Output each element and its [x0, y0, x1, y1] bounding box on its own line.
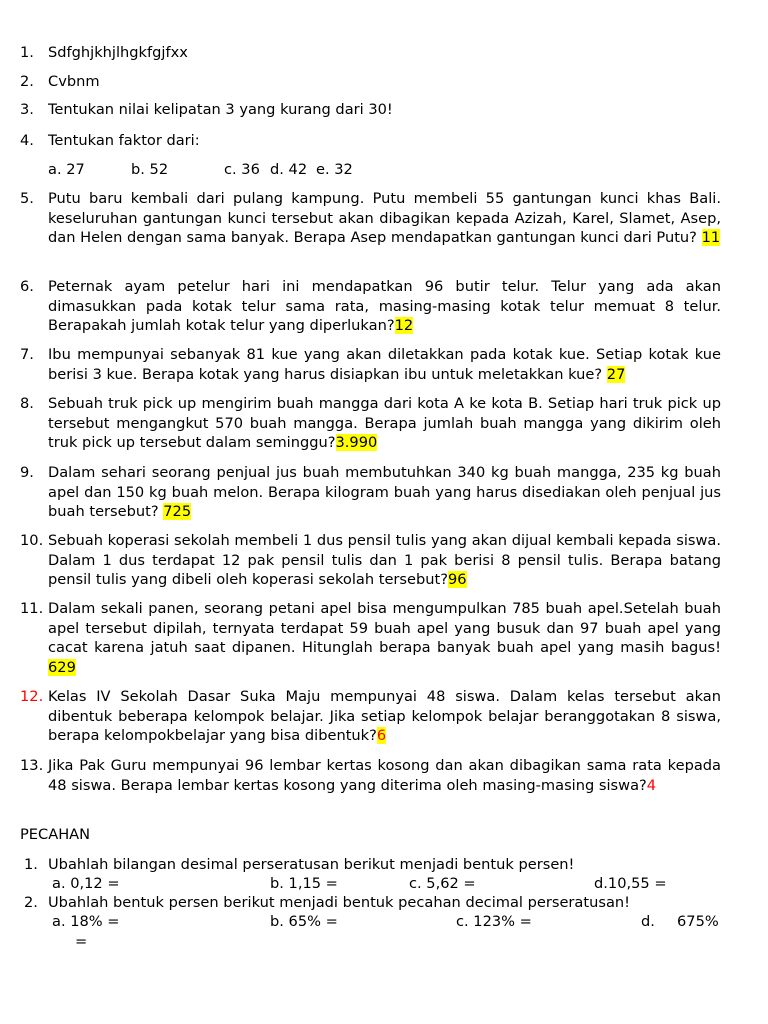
section-title: PECAHAN: [20, 826, 91, 843]
question-7: [20, 345, 721, 384]
question-number: 1.: [20, 44, 34, 61]
question-number: 10.: [20, 532, 44, 549]
question-number: 11.: [20, 600, 44, 617]
option-d: d. 42: [270, 161, 308, 178]
question-number: 5.: [20, 190, 34, 207]
question-8: [20, 394, 721, 453]
question-text: Jika Pak Guru mempunyai 96 lembar kertas kosong dan akan dibagikan sama rata kepada 48 siswa. Berapa lembar kertas kosong yang diterima oleh masing-masing siswa?: [48, 757, 721, 794]
question-text: Sebuah koperasi sekolah membeli 1 dus pensil tulis yang akan dijual kembali kepada siswa. Dalam 1 dus terdapat 12 pak pensil tulis dan 1 pak berisi 8 pensil tulis. Berapa batang pensil tulis yang dibeli oleh koperasi sekolah tersebut?: [48, 532, 721, 588]
pecahan-2-number: 2.: [24, 894, 38, 911]
pecahan-2-option-d-value: 675%: [677, 913, 719, 930]
option-a: a. 27: [48, 161, 85, 178]
answer-highlight: 11: [701, 229, 721, 246]
question-number: 3.: [20, 101, 34, 118]
pecahan-1-option-c: c. 5,62 =: [409, 875, 476, 892]
question-10: [20, 531, 721, 590]
question-text: Ibu mempunyai sebanyak 81 kue yang akan diletakkan pada kotak kue. Setiap kotak kue berisi 3 kue. Berapa kotak yang harus disiapkan ibu untuk meletakkan kue?: [48, 346, 721, 383]
question-number: 6.: [20, 278, 34, 295]
answer-highlight: 6: [376, 727, 387, 744]
question-1: [20, 43, 721, 63]
pecahan-2-text: Ubahlah bentuk persen berikut menjadi bentuk pecahan decimal perseratusan!: [48, 894, 630, 911]
answer-text: 4: [646, 776, 657, 794]
question-text: Kelas IV Sekolah Dasar Suka Maju mempunyai 48 siswa. Dalam kelas tersebut akan dibentuk beberapa kelompok belajar. Jika setiap kelompok belajar beranggotakan 8 siswa, berapa kelompokbelajar yang bisa dibentuk?: [48, 688, 721, 744]
answer-highlight: 27: [606, 365, 626, 383]
question-text: Tentukan nilai kelipatan 3 yang kurang dari 30!: [48, 101, 393, 118]
pecahan-2-option-a: a. 18% =: [52, 913, 120, 930]
pecahan-2-option-d: d.: [641, 913, 655, 930]
question-number: 2.: [20, 73, 34, 90]
question-text: Peternak ayam petelur hari ini mendapatkan 96 butir telur. Telur yang ada akan dimasukkan pada kotak telur sama rata, masing-masing kotak telur memuat 8 telur. Berapakah jumlah kotak telur yang diperlukan?: [48, 278, 721, 334]
question-text: Dalam sekali panen, seorang petani apel bisa mengumpulkan 785 buah apel.Setelah buah apel tersebut dipilah, ternyata terdapat 59 buah apel yang busuk dan 97 buah apel yang cacat karena jatuh saat dipanen. Hitunglah berapa banyak buah apel yang masih bagus!: [48, 600, 721, 656]
question-11: [20, 599, 721, 677]
answer-highlight: 96: [448, 571, 467, 588]
question-12: [20, 687, 721, 746]
question-4-options: [48, 160, 748, 180]
question-5: [20, 189, 721, 248]
option-b: b. 52: [131, 161, 169, 178]
pecahan-1-option-a: a. 0,12 =: [52, 875, 120, 892]
question-number: 8.: [20, 395, 34, 412]
question-text: Dalam sehari seorang penjual jus buah membutuhkan 340 kg buah mangga, 235 kg buah apel dan 150 kg buah melon. Berapa kilogram buah yang harus disediakan oleh penjual jus buah tersebut?: [48, 464, 721, 520]
pecahan-2-option-a-continuation: =: [75, 933, 88, 950]
question-13: [20, 756, 721, 795]
pecahan-1-number: 1.: [24, 856, 38, 873]
question-4: [20, 131, 721, 151]
question-number: 9.: [20, 464, 34, 481]
pecahan-2-option-b: b. 65% =: [270, 913, 338, 930]
question-number: 13.: [20, 757, 44, 774]
question-6: [20, 277, 721, 336]
question-3: [20, 100, 721, 120]
question-text: Cvbnm: [48, 73, 100, 90]
question-number: 4.: [20, 132, 34, 149]
pecahan-2-option-c: c. 123% =: [456, 913, 532, 930]
question-number: 7.: [20, 346, 34, 363]
pecahan-1-text: Ubahlah bilangan desimal perseratusan berikut menjadi bentuk persen!: [48, 856, 575, 873]
question-text: Sebuah truk pick up mengirim buah mangga dari kota A ke kota B. Setiap hari truk pick up tersebut mengangkut 570 buah mangga. Berapa jumlah buah mangga yang dikirim oleh truk pick up tersebut dalam seminggu?: [48, 395, 721, 451]
answer-highlight: 3.990: [335, 434, 378, 451]
question-text: Putu baru kembali dari pulang kampung. Putu membeli 55 gantungan kunci khas Bali. keseluruhan gantungan kunci tersebut akan dibagikan kepada Azizah, Karel, Slamet, Asep, dan Helen dengan sama banyak. Berapa Asep mendapatkan gantungan kunci dari Putu?: [48, 190, 721, 246]
answer-highlight: 629: [48, 658, 76, 676]
option-c: c. 36: [224, 161, 260, 178]
option-e: e. 32: [316, 161, 353, 178]
pecahan-1-option-d: d.10,55 =: [594, 875, 667, 892]
question-9: [20, 463, 721, 522]
answer-highlight: 12: [394, 317, 414, 334]
pecahan-1-option-b: b. 1,15 =: [270, 875, 338, 892]
question-number: 12.: [20, 688, 44, 705]
answer-highlight: 725: [163, 503, 192, 520]
question-text: Sdfghjkhjlhgkfgjfxx: [48, 44, 188, 61]
question-text: Tentukan faktor dari:: [48, 132, 200, 149]
question-2: [20, 72, 721, 92]
